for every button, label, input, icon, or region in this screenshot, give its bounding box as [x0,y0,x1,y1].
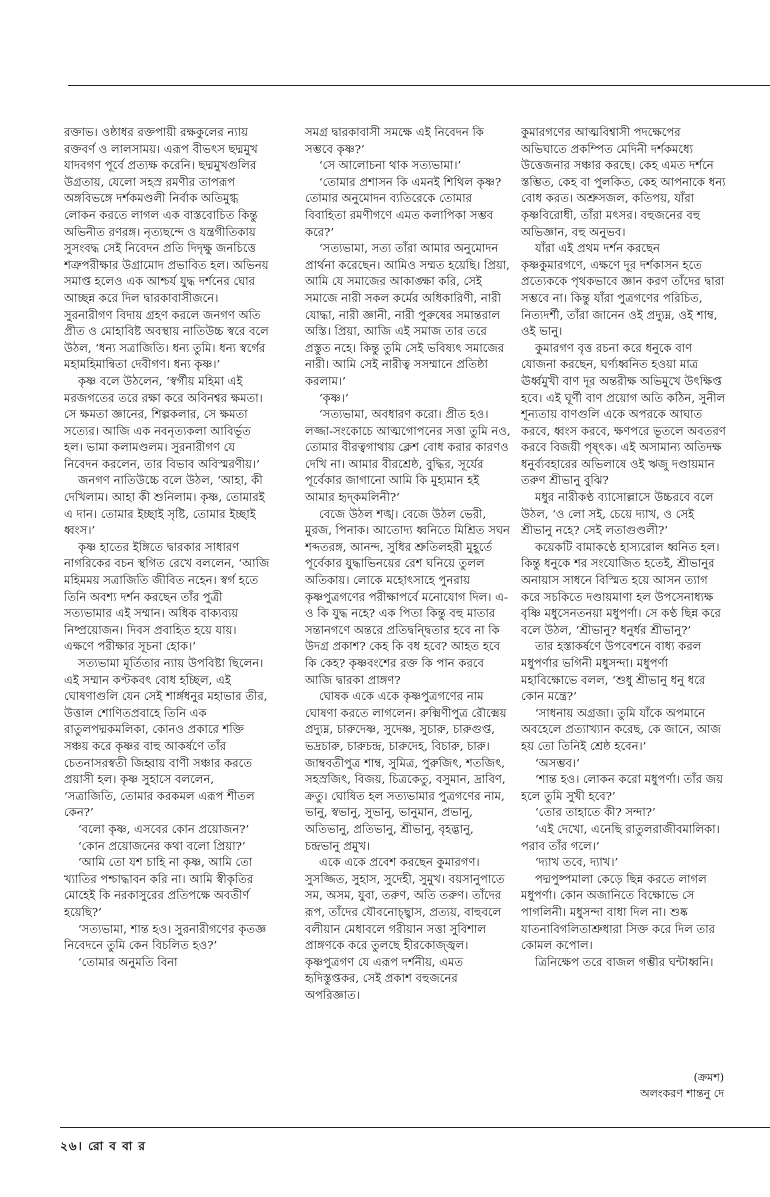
paragraph: ‘সত্যভামা, সত্য তাঁরা আমার অনুমোদন প্রার্থনা করেছেন। আমিও সম্মত হয়েছি। প্রিয়া, আমি যে সমাজের আকাঙ্ক্ষা করি, সেই সমাজে নারী সকল কর্মের অধিকারিণী, নারী যোদ্ধা, নারী জ্ঞানী, নারী পুরুষের সমান্তরাল অস্তি। প্রিয়া, আজি এই সমাজ তার তরে প্রস্তুত নহে। কিন্তু তুমি সেই ভবিষ্যৎ সমাজের নারী। আমি সেই নারীত্ব সসম্মানে প্রতিষ্ঠা করলাম।’ [305,241,510,388]
illustration-credit: অলংকরণ শান্তনু দে [640,1087,724,1100]
paragraph: ‘তোমার প্রশাসন কি এমনই শিথিল কৃষ্ণ? তোমার অনুমোদন ব্যতিরেকে তোমার বিবাহিতা রমণীগণে এমত কলাপিকা সম্ভব করে?’ [305,174,502,239]
paragraph: জনগণ নাতিউচ্চে বলে উঠল, ‘আহা, কী দেখিলাম। আহা কী শুনিলাম। কৃষ্ণ, তোমারই এ দান। তোমার ইচ্ছাই সৃষ্টি, তোমার ইচ্ছাই ধ্বংস।’ [64,473,265,538]
text-column-2 [305,124,511,1003]
paragraph: ‘তোর তাহাতে কী? সন্দা?’ [535,805,656,820]
paragraph: তার হস্তাকর্ষণে উপবেশনে বাধ্য করল মধুপর্ণার ভগিনী মধুসন্দা। মধুপর্ণা মহাবিক্ষোভে বলল, ‘শুধু শ্রীভানু ধনু ধরে কোন মন্ত্রে?’ [521,639,706,704]
paragraph: যাঁরা এই প্রথম দর্শন করছেন কৃষ্ণকুমারগণে, এক্ষণে দূর দর্শকাসন হতে প্রত্যেককে পৃথকভাবে জ্ঞান করণ তাঁদের দ্বারা সম্ভবে না। কিন্তু যাঁরা পুত্রগণের পরিচিত, নিত্যদর্শী, তাঁরা জানেন ওই প্রদ্যুম্ন, ওই শাম্ব, ওই ভানু। [521,241,725,339]
paragraph: কুমারগণ বৃত্ত রচনা করে ধনুকে বাণ যোজনা করছেন, ঘর্ণ্যধ্বনিত হওয়া মাত্র ঊর্ধ্বমুখী বাণ দূর অন্তরীক্ষ অভিমুখে উৎক্ষিপ্ত হবে। এই ঘূর্ণী বাণ প্রয়োগ অতি কঠিন, সুনীল শূন্যতায় বাণগুলি একে অপরকে আঘাত করবে, ধ্বংস করবে, ক্ষণপরে ভূতলে অবতরণ করবে বিজয়ী পৃষ্ৎক। এই অসামান্য অতিদক্ষ ধনুর্ব্যবহারের অভিলাষে ওই ঋজু দণ্ডায়মান তরুণ শ্রীভানু বুঝি? [521,340,726,488]
paragraph: ত্রিনিক্ষেপ তরে বাজল গম্ভীর ঘন্টাধ্বনি। [535,954,714,969]
paragraph: পদ্মপুষ্পমালা কেড়ে ছিন্ন করতে লাগল মধুপর্ণা। কোন অজানিতে বিক্ষোভে সে পাগলিনী। মধুসন্দা বাধা দিল না। শুষ্ক যাতনাবিগলিতাশ্রুধারা সিক্ত করে দিল তার কোমল কপোল। [521,871,715,953]
paragraph: সত্যভামা মূর্তিতার ন্যায় উপবিষ্টা ছিলেন। এই সম্মান কণ্টকবৎ বোধ হচ্ছিল, এই ঘোষণাগুলি যেন সেই শার্ঙ্গধনুর মহাভার তীর, উত্তাল শোণিতপ্রবাহে তিনি এক রাতুলপদ্মকমলিকা, কোনও প্রকারে শক্তি সঞ্চয় করে কৃষ্ণর বাহু আকর্ষণে তাঁর চেতনাসরস্বতী জিহ্বায় বাণী সঞ্চার করতে প্রয়াসী হল। কৃষ্ণ সুহাসে বললেন, ‘সত্রাজিতি, তোমার করকমল এরূপ শীতল কেন?’ [64,656,268,820]
page-footer [60,1138,146,1158]
text-column-3 [521,124,727,970]
paragraph: কৃষ্ণ হাতের ইঙ্গিতে দ্বারকার সাধারণ নাগরিকের বচন স্থগিত রেখে বললেন, ‘আজি মহিমময় সত্রাজিতি জীবিত নহেন। স্বর্গ হতে তিনি অবশ্য দর্শন করছেন তাঁর পুত্রী সত্যভামার এই সম্মান। অধিক বাক্যব্যয় নিষ্প্রয়োজন। দিবস প্রবাহিত হয়ে যায়। এক্ষণে পরীক্ষার সূচনা হোক।’ [64,539,270,654]
text-column-1 [64,124,270,970]
paragraph: ‘সত্যভামা, শান্ত হও। সুরনারীগণের কৃতজ্ঞ নিবেদনে তুমি কেন বিচলিত হও?’ [64,921,267,953]
paragraph: রক্তাভ। ওষ্ঠাধর রক্তপায়ী রক্ষকুলের ন্যায় রক্তবর্ণ ও লালসাময়। এরূপ বীভৎস ছদ্মমুখ যাদবগণ পূর্বে প্রত্যক্ষ করেনি। ছদ্মমুখগুলির উগ্রতায়, যেলো সহস্র রমণীর তাপরূপ অঙ্গবিভঙ্গে দর্শকমণ্ডলী নির্বাক অতিমুগ্ধ লোকন করতে লাগল এক বাস্তবোচিত কিন্তু অভিনীত রণরঙ্গ। নৃত্যছন্দে ও যন্ত্রগীতিকায় সুসংবদ্ধ সেই নিবেদন প্রতি দিদৃক্ষু জনচিত্তে শত্রুপরীক্ষার উগ্রামোদ প্রভাবিত হল। অভিনয় সমাপ্ত হলেও এক আশ্চর্য যুদ্ধ দর্শনের ঘোর আচ্ছন্ন করে দিল দ্বারকাবাসীজনে। সুরনারীগণ বিদায় গ্রহণ করলে জনগণ অতি প্রীত ও মোহাবিষ্ট অবস্থায় নাতিউচ্চ স্বরে বলে উঠল, ‘ধন্য সত্রাজিতি। ধন্য তুমি। ধন্য স্বর্গের মহামহিমান্বিতা দেবীগণ। ধন্য কৃষ্ণ।’ [64,125,269,372]
paragraph: ‘দ্যাখ তবে, দ্যাখ।’ [535,855,619,870]
byline [524,1070,724,1102]
paragraph: ‘কৃষ্ণ।’ [319,390,349,405]
paragraph: একে একে প্রবেশ করছেন কুমারগণ। সুসজ্জিত, সুহাস, সুদেহী, সুমুখ। বয়সানুপাতে সম, অসম, যুবা, তরুণ, অতি তরুণ। তাঁদের রূপ, তাঁদের যৌবনোচ্ছ্বাস, প্রত্যয়, বাহুবলে বলীয়ান মেধাবলে গরীয়ান সত্তা সুবিশাল প্রাঙ্গণকে করে তুলছে হীরকোজ্জ্বল। কৃষ্ণপুত্রগণ যে এরূপ দর্শনীয়, এমত হৃদিস্তুপ্তকর, সেই প্রকাশ বহুজনের অপরিজ্ঞাত। [305,855,505,1002]
paragraph: ‘সাধনায় অগ্রজা। তুমি যাঁকে অপমানে অবহেলে প্রত্যাখ্যান করেছ, কে জানে, আজ হয় তো তিনিই শ্রেষ্ঠ হবেন।’ [521,705,721,753]
paragraph: ‘অসম্ভব।’ [535,755,580,770]
paragraph: মধুর নারীকণ্ঠ ব্যাসোল্লাসে উচ্চরবে বলে উঠল, ‘ও লো সই, চেয়ে দ্যাখ, ও সেই শ্রীভানু নহে? সেই লতাগুণ্ডলী?’ [521,490,714,538]
paragraph: ‘কোন প্রয়োজনের কথা বলো প্রিয়া?’ [78,838,246,853]
continued-label: (ক্রমশ) [693,1071,724,1084]
paragraph: ‘এই দেখো, এনেছি রাতুলরাজীবমালিকা। পরাব তাঁর গলে।’ [521,821,720,853]
footer-separator: । [77,1139,83,1153]
paragraph: কৃষ্ণ বলে উঠলেন, ‘স্বর্গীয় মহিমা এই মরজগতের তরে রক্ষা করে অবিনশ্বর ক্ষমতা। সে ক্ষমতা জ্ঞানের, শিল্পকলার, সে ক্ষমতা সত্যের। আজি এক নবনৃত্যকলা আবির্ভূত হল। ভামা কলামণ্ডলম। সুরনারীগণ যে নিবেদন করলেন, তার বিভাব অবিস্মরণীয়।’ [64,373,263,471]
paragraph: ‘তোমার অনুমতি বিনা [78,954,178,969]
paragraph: কুমারগণের আত্মবিশ্বাসী পদক্ষেপের অভিঘাতে প্রকম্পিত মেদিনী দর্শকমধ্যে উত্তেজনার সঞ্চার করছে। কেহ এমত দর্শনে স্তম্ভিত, কেহ বা পুলকিত, কেহ আপনাকে ধন্য বোধ করত। অশ্রুসজল, কতিপয়, যাঁরা কৃষ্ণবিরোধী, তাঁরা মৎসর। বহুজনের বহু অভিজ্ঞান, বহু অনুভব। [521,125,726,239]
paragraph: ‘বলো কৃষ্ণ, এসবের কোন প্রয়োজন?’ [78,821,250,836]
paragraph: কয়েকটি বামাকণ্ঠে হাস্যরোল ধ্বনিত হল। কিন্তু ধনুকে শর সংযোজিত হতেই, শ্রীভানুর অনায়াস সাধনে বিস্মিত হয়ে আসন ত্যাগ করে সচকিতে দণ্ডায়মাণা হল উপসেনাধ্যক্ষ বৃষ্ণি মধুসেনতনয়া মধুপর্ণা। সে কণ্ঠ ছিন্ন করে বলে উঠল, ‘শ্রীভানু? ধনুর্ধর শ্রীভানু?’ [521,539,721,637]
bottom-rule [60,1127,770,1128]
publication-name: রো ব বা র [88,1139,147,1153]
paragraph: ‘সত্যভামা, অবধারণ করো। প্রীত হও। লজ্জা-সংকোচে আত্মগোপনের সত্তা তুমি নও, তোমার বীরত্বগাথায় ক্লেশ বোধ করার কারণও দেখি না। আমার বীরশ্রেষ্ঠ, বুদ্ধির, সূর্যের পূর্বেকার জাগানো আমি কি মুহ্যমান হই আমার হৃদ্কমলিনী?’ [305,407,511,505]
paragraph: সমগ্র দ্বারকাবাসী সমক্ষে এই নিবেদন কি সম্ভবে কৃষ্ণ?’ [305,125,484,156]
paragraph: ‘শান্ত হও। লোকন করো মধুপর্ণা। তাঁর জয় হলে তুমি সুখী হবে?’ [521,772,723,803]
page-number: ২৬ [60,1139,78,1153]
top-rule [68,85,770,86]
paragraph: ‘আমি তো যশ চাহি না কৃষ্ণ, আমি তো খ্যাতির পশ্চাদ্ধাবন করি না। আমি স্বীকৃতির মোহেই কি নরকাসুরের প্রতিপক্ষে অবতীর্ণ হয়েছি?’ [64,855,254,919]
paragraph: ঘোষক একে একে কৃষ্ণপুত্রগণের নাম ঘোষণা করতে লাগলেন। রুক্মিণীপুত্র রৌক্মেয় প্রদ্যুম্ন, চারুদেষ্ণ, সুদেষ্ণ, সুচারু, চারুগুপ্ত, ভদ্রচারু, চারুচন্দ্র, চারুদেহ, বিচারু, চারু। জাম্ববতীপুত্র শাম্ব, সুমিত্র, পুরুজিৎ, শতজিৎ, সহস্রজিৎ, বিজয়, চিত্রকেতু, বসুমান, দ্রাবিণ, ক্রতু। ঘোষিত হল সত্যভামার পুত্রগণের নাম, ভানু, স্বভানু, সুভানু, ভানুমান, প্রভানু, অতিভানু, প্রতিভানু, শ্রীভানু, বৃহদ্ভানু, চন্দ্রভানু প্রমুখ। [305,689,507,853]
paragraph: বেজে উঠল শঙ্খ। বেজে উঠল ভেরী, মুরজ, পিনাক। আতোদ্য ধ্বনিতে মিশ্রিত সঘন শব্দতরঙ্গ, আনন্দ, সুধির শ্রুতিলহরী মুহূর্তে পূর্বেকার যুদ্ধাভিনয়ের রেশ ঘনিয়ে তুলল অতিকায়। লোকে মহোৎসাহে পুনরায় কৃষ্ণপুত্রগণের পরীক্ষাপর্বে মনোযোগ দিল। এ-ও কি যুদ্ধ নহে? এক পিতা কিন্তু বহু মাতার সন্তানগণে অন্তরে প্রতিদ্বন্দ্বিতার হবে না কি উদগ্র প্রকাশ? কেহ কি বধ হবে? আহত হবে কি কেহ? কৃষ্ণবংশের রক্ত কি পান করবে আজি দ্বারকা প্রাঙ্গণ? [305,506,510,687]
paragraph: ‘সে আলোচনা থাক সত্যভামা।’ [319,158,462,173]
